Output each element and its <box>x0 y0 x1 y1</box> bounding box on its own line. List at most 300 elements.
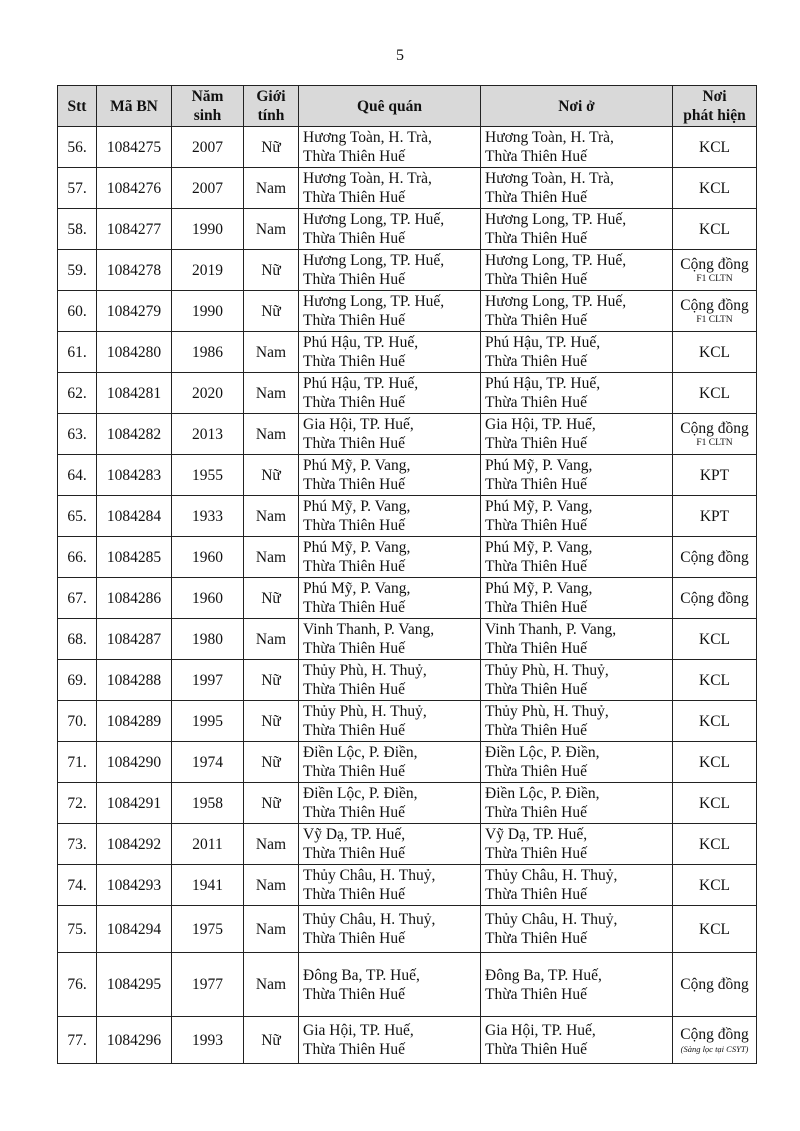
gioi-tinh-text: Nam <box>255 920 287 938</box>
noi-phat-hien-text: Cộng đồng <box>680 589 749 607</box>
ma-bn-text: 1084279 <box>106 302 162 320</box>
cell-stt <box>58 578 97 619</box>
noi-phat-hien-text: Cộng đồng <box>680 1026 749 1043</box>
que-quan-line1: Gia Hội, TP. Huế, <box>303 1022 414 1039</box>
gioi-tinh-text: Nam <box>255 630 287 648</box>
table-row <box>58 209 757 250</box>
nam-sinh-text: 1977 <box>192 976 223 993</box>
table-row <box>58 455 757 496</box>
cell-stt <box>58 906 97 953</box>
noi-o-line1: Điền Lộc, P. Điền, <box>485 785 600 802</box>
ma-bn-text: 1084289 <box>106 712 162 730</box>
cell-que-quan <box>299 578 481 619</box>
ma-bn-text: 1084275 <box>106 138 162 156</box>
ma-bn-text: 1084280 <box>106 343 162 361</box>
table-row <box>58 537 757 578</box>
cell-ma-bn <box>97 291 172 332</box>
cell-noi-o <box>481 373 673 414</box>
cell-stt <box>58 209 97 250</box>
cell-stt <box>58 865 97 906</box>
nam-sinh-text: 2019 <box>192 261 223 279</box>
noi-phat-hien-note: F1 CLTN <box>696 438 733 448</box>
nam-sinh-text: 1995 <box>192 712 223 730</box>
noi-o-line1: Gia Hội, TP. Huế, <box>485 416 596 433</box>
cell-que-quan <box>299 953 481 1017</box>
header-gioi-tinh-line2: tính <box>257 107 285 124</box>
noi-o-line1: Hương Long, TP. Huế, <box>485 211 627 228</box>
noi-o-line2: Thừa Thiên Huế <box>485 640 587 657</box>
nam-sinh-text: 1990 <box>192 302 223 320</box>
nam-sinh-text: 1993 <box>192 1031 223 1049</box>
cell-gioi-tinh <box>244 578 299 619</box>
cell-noi-phat-hien <box>673 414 757 455</box>
cell-nam-sinh <box>172 373 244 414</box>
ma-bn-text: 1084293 <box>106 876 162 894</box>
cell-gioi-tinh <box>244 701 299 742</box>
cell-stt <box>58 660 97 701</box>
noi-o-line1: Thủy Châu, H. Thuỷ, <box>485 867 618 884</box>
header-noi-o: Nơi ở <box>481 86 673 127</box>
stt-text: 57. <box>67 179 87 197</box>
cell-noi-o <box>481 414 673 455</box>
que-quan-line2: Thừa Thiên Huế <box>303 722 405 739</box>
cell-nam-sinh <box>172 953 244 1017</box>
cell-ma-bn <box>97 127 172 168</box>
noi-phat-hien-text: KPT <box>699 507 730 525</box>
que-quan-line2: Thừa Thiên Huế <box>303 1041 405 1058</box>
noi-phat-hien-note: F1 CLTN <box>696 315 733 325</box>
stt-text: 72. <box>67 794 87 812</box>
cell-noi-o <box>481 168 673 209</box>
noi-o-line2: Thừa Thiên Huế <box>485 845 587 862</box>
cell-ma-bn <box>97 209 172 250</box>
noi-phat-hien-note: (Sàng lọc tại CSYT) <box>680 1044 749 1054</box>
cell-gioi-tinh <box>244 414 299 455</box>
nam-sinh-text: 1941 <box>192 876 223 894</box>
cell-nam-sinh <box>172 209 244 250</box>
cell-que-quan <box>299 824 481 865</box>
cell-nam-sinh <box>172 127 244 168</box>
table-row <box>58 578 757 619</box>
stt-text: 56. <box>67 138 87 156</box>
cell-stt <box>58 455 97 496</box>
cell-stt <box>58 168 97 209</box>
cell-ma-bn <box>97 865 172 906</box>
header-nam-sinh-line2: sinh <box>193 107 222 124</box>
noi-phat-hien-text: KCL <box>699 753 730 771</box>
cell-que-quan <box>299 332 481 373</box>
cell-gioi-tinh <box>244 906 299 953</box>
noi-phat-hien-text: KCL <box>699 630 730 648</box>
table-row <box>58 332 757 373</box>
cell-gioi-tinh <box>244 373 299 414</box>
noi-o-line2: Thừa Thiên Huế <box>485 804 587 821</box>
cell-que-quan <box>299 127 481 168</box>
cell-gioi-tinh <box>244 1017 299 1064</box>
table-row <box>58 783 757 824</box>
gioi-tinh-text: Nữ <box>261 712 281 730</box>
cell-noi-o <box>481 537 673 578</box>
table-header <box>58 86 757 127</box>
gioi-tinh-text: Nam <box>255 876 287 894</box>
gioi-tinh-text: Nữ <box>261 794 281 812</box>
noi-phat-hien-text: KCL <box>699 138 730 156</box>
ma-bn-text: 1084288 <box>106 671 162 689</box>
header-nam-sinh <box>172 86 244 127</box>
que-quan-line1: Đông Ba, TP. Huế, <box>303 966 420 984</box>
cell-nam-sinh <box>172 1017 244 1064</box>
cell-stt <box>58 332 97 373</box>
noi-phat-hien-text: Cộng đồng <box>680 297 749 314</box>
gioi-tinh-text: Nữ <box>261 466 281 484</box>
que-quan-line2: Thừa Thiên Huế <box>303 558 405 575</box>
noi-o-line1: Hương Toàn, H. Trà, <box>485 129 614 146</box>
cell-noi-phat-hien <box>673 455 757 496</box>
cell-que-quan <box>299 701 481 742</box>
noi-o-line2: Thừa Thiên Huế <box>485 312 587 329</box>
cell-noi-o <box>481 865 673 906</box>
que-quan-line2: Thừa Thiên Huế <box>303 189 405 206</box>
patient-table <box>57 85 757 1064</box>
noi-o-line1: Đông Ba, TP. Huế, <box>485 966 602 984</box>
gioi-tinh-text: Nữ <box>261 671 281 689</box>
stt-text: 62. <box>67 384 87 402</box>
table-row <box>58 906 757 953</box>
noi-o-line2: Thừa Thiên Huế <box>485 148 587 165</box>
cell-noi-o <box>481 209 673 250</box>
table-row <box>58 250 757 291</box>
table-row <box>58 701 757 742</box>
que-quan-line2: Thừa Thiên Huế <box>303 763 405 780</box>
que-quan-line1: Hương Long, TP. Huế, <box>303 293 445 310</box>
cell-noi-phat-hien <box>673 537 757 578</box>
gioi-tinh-text: Nam <box>255 384 287 402</box>
cell-noi-o <box>481 496 673 537</box>
gioi-tinh-text: Nữ <box>261 138 281 156</box>
stt-text: 58. <box>67 220 87 238</box>
cell-nam-sinh <box>172 619 244 660</box>
stt-text: 63. <box>67 425 87 443</box>
que-quan-line2: Thừa Thiên Huế <box>303 312 405 329</box>
cell-noi-phat-hien <box>673 1017 757 1064</box>
noi-o-line2: Thừa Thiên Huế <box>485 230 587 247</box>
noi-o-line2: Thừa Thiên Huế <box>485 476 587 493</box>
noi-o-line2: Thừa Thiên Huế <box>485 681 587 698</box>
ma-bn-text: 1084277 <box>106 220 162 238</box>
cell-que-quan <box>299 455 481 496</box>
cell-que-quan <box>299 168 481 209</box>
que-quan-line1: Điền Lộc, P. Điền, <box>303 744 418 761</box>
que-quan-line1: Điền Lộc, P. Điền, <box>303 785 418 802</box>
header-noi-phat-hien-line1: Nơi <box>702 88 727 105</box>
ma-bn-text: 1084278 <box>106 261 162 279</box>
cell-que-quan <box>299 906 481 953</box>
gioi-tinh-text: Nữ <box>261 1031 281 1049</box>
stt-text: 61. <box>67 343 87 361</box>
que-quan-line1: Thủy Phù, H. Thuỷ, <box>303 662 427 679</box>
table-row <box>58 742 757 783</box>
cell-gioi-tinh <box>244 783 299 824</box>
stt-text: 73. <box>67 835 87 853</box>
gioi-tinh-text: Nam <box>255 343 287 361</box>
cell-que-quan <box>299 209 481 250</box>
table-row <box>58 168 757 209</box>
noi-o-line2: Thừa Thiên Huế <box>485 886 587 903</box>
cell-noi-phat-hien <box>673 906 757 953</box>
nam-sinh-text: 1974 <box>192 753 223 771</box>
noi-o-line1: Hương Toàn, H. Trà, <box>485 170 614 187</box>
cell-noi-o <box>481 1017 673 1064</box>
header-stt: Stt <box>58 86 97 127</box>
page-number: 5 <box>396 47 404 64</box>
cell-nam-sinh <box>172 332 244 373</box>
que-quan-line1: Phú Hậu, TP. Huế, <box>303 375 419 392</box>
cell-gioi-tinh <box>244 619 299 660</box>
cell-stt <box>58 496 97 537</box>
table-body <box>58 127 757 1064</box>
que-quan-line2: Thừa Thiên Huế <box>303 599 405 616</box>
cell-que-quan <box>299 537 481 578</box>
stt-text: 67. <box>67 589 87 607</box>
header-row <box>58 86 757 127</box>
ma-bn-text: 1084296 <box>106 1031 162 1049</box>
cell-que-quan <box>299 742 481 783</box>
que-quan-line2: Thừa Thiên Huế <box>303 930 405 947</box>
nam-sinh-text: 1975 <box>192 920 223 938</box>
gioi-tinh-text: Nam <box>255 835 287 853</box>
que-quan-line2: Thừa Thiên Huế <box>303 845 405 862</box>
gioi-tinh-text: Nam <box>255 548 287 566</box>
ma-bn-text: 1084282 <box>106 425 162 443</box>
cell-noi-phat-hien <box>673 701 757 742</box>
noi-o-line2: Thừa Thiên Huế <box>485 394 587 411</box>
gioi-tinh-text: Nữ <box>261 261 281 279</box>
cell-ma-bn <box>97 953 172 1017</box>
que-quan-line1: Phú Mỹ, P. Vang, <box>303 457 411 474</box>
nam-sinh-text: 2011 <box>192 835 223 853</box>
cell-noi-phat-hien <box>673 496 757 537</box>
noi-o-line2: Thừa Thiên Huế <box>485 517 587 534</box>
table-row <box>58 1017 757 1064</box>
cell-gioi-tinh <box>244 127 299 168</box>
cell-gioi-tinh <box>244 209 299 250</box>
que-quan-line2: Thừa Thiên Huế <box>303 886 405 903</box>
cell-ma-bn <box>97 250 172 291</box>
cell-ma-bn <box>97 332 172 373</box>
que-quan-line1: Hương Long, TP. Huế, <box>303 252 445 269</box>
noi-o-line2: Thừa Thiên Huế <box>485 558 587 575</box>
cell-noi-o <box>481 332 673 373</box>
table-row <box>58 127 757 168</box>
noi-phat-hien-text: KCL <box>699 712 730 730</box>
stt-text: 64. <box>67 466 87 484</box>
noi-o-line1: Thủy Phù, H. Thuỷ, <box>485 662 609 679</box>
header-gioi-tinh <box>244 86 299 127</box>
noi-o-line1: Phú Mỹ, P. Vang, <box>485 498 593 515</box>
que-quan-line2: Thừa Thiên Huế <box>303 640 405 657</box>
cell-ma-bn <box>97 660 172 701</box>
que-quan-line1: Phú Mỹ, P. Vang, <box>303 498 411 515</box>
noi-phat-hien-text: Cộng đồng <box>680 976 749 993</box>
cell-gioi-tinh <box>244 660 299 701</box>
gioi-tinh-text: Nam <box>255 179 287 197</box>
que-quan-line1: Vinh Thanh, P. Vang, <box>303 621 435 638</box>
cell-nam-sinh <box>172 291 244 332</box>
cell-noi-phat-hien <box>673 783 757 824</box>
cell-gioi-tinh <box>244 953 299 1017</box>
que-quan-line1: Hương Toàn, H. Trà, <box>303 170 432 187</box>
noi-phat-hien-text: KCL <box>699 876 730 894</box>
stt-text: 60. <box>67 302 87 320</box>
ma-bn-text: 1084295 <box>106 976 162 993</box>
ma-bn-text: 1084283 <box>106 466 162 484</box>
stt-text: 59. <box>67 261 87 279</box>
cell-ma-bn <box>97 619 172 660</box>
cell-gioi-tinh <box>244 742 299 783</box>
cell-nam-sinh <box>172 455 244 496</box>
cell-ma-bn <box>97 414 172 455</box>
cell-stt <box>58 537 97 578</box>
noi-o-line1: Vinh Thanh, P. Vang, <box>485 621 617 638</box>
nam-sinh-text: 1997 <box>192 671 223 689</box>
cell-ma-bn <box>97 824 172 865</box>
cell-noi-phat-hien <box>673 953 757 1017</box>
cell-ma-bn <box>97 373 172 414</box>
gioi-tinh-text: Nữ <box>261 302 281 320</box>
cell-ma-bn <box>97 578 172 619</box>
que-quan-line2: Thừa Thiên Huế <box>303 353 405 370</box>
noi-o-line1: Phú Mỹ, P. Vang, <box>485 580 593 597</box>
header-gioi-tinh-line1: Giới <box>256 88 286 105</box>
table-row <box>58 953 757 1017</box>
cell-stt <box>58 701 97 742</box>
cell-que-quan <box>299 414 481 455</box>
cell-gioi-tinh <box>244 496 299 537</box>
cell-que-quan <box>299 619 481 660</box>
cell-ma-bn <box>97 1017 172 1064</box>
cell-nam-sinh <box>172 865 244 906</box>
stt-text: 71. <box>67 753 87 771</box>
header-ma-bn: Mã BN <box>97 86 172 127</box>
stt-text: 74. <box>67 876 87 894</box>
cell-gioi-tinh <box>244 537 299 578</box>
que-quan-line2: Thừa Thiên Huế <box>303 435 405 452</box>
noi-o-line2: Thừa Thiên Huế <box>485 722 587 739</box>
cell-noi-phat-hien <box>673 373 757 414</box>
stt-text: 75. <box>67 920 87 938</box>
table-row <box>58 373 757 414</box>
cell-noi-o <box>481 953 673 1017</box>
ma-bn-text: 1084291 <box>106 794 162 812</box>
table-row <box>58 660 757 701</box>
cell-noi-phat-hien <box>673 168 757 209</box>
noi-o-line1: Hương Long, TP. Huế, <box>485 293 627 310</box>
stt-text: 69. <box>67 671 87 689</box>
header-noi-phat-hien <box>673 86 757 127</box>
cell-nam-sinh <box>172 701 244 742</box>
noi-phat-hien-text: KPT <box>699 466 730 484</box>
noi-o-line1: Thủy Châu, H. Thuỷ, <box>485 911 618 928</box>
cell-stt <box>58 953 97 1017</box>
noi-phat-hien-text: KCL <box>699 343 730 361</box>
noi-phat-hien-text: KCL <box>699 671 730 689</box>
noi-o-line2: Thừa Thiên Huế <box>485 985 587 1003</box>
noi-phat-hien-text: Cộng đồng <box>680 548 749 566</box>
cell-ma-bn <box>97 742 172 783</box>
table-row <box>58 291 757 332</box>
noi-o-line2: Thừa Thiên Huế <box>485 353 587 370</box>
nam-sinh-text: 2007 <box>192 179 223 197</box>
nam-sinh-text: 1933 <box>192 507 223 525</box>
cell-nam-sinh <box>172 742 244 783</box>
que-quan-line1: Vỹ Dạ, TP. Huế, <box>303 826 406 843</box>
que-quan-line1: Thủy Phù, H. Thuỷ, <box>303 703 427 720</box>
table-row <box>58 414 757 455</box>
ma-bn-text: 1084281 <box>106 384 162 402</box>
que-quan-line1: Thủy Châu, H. Thuỷ, <box>303 911 436 928</box>
cell-que-quan <box>299 373 481 414</box>
cell-stt <box>58 1017 97 1064</box>
cell-noi-o <box>481 455 673 496</box>
cell-noi-phat-hien <box>673 619 757 660</box>
cell-stt <box>58 291 97 332</box>
cell-que-quan <box>299 865 481 906</box>
cell-que-quan <box>299 496 481 537</box>
que-quan-line1: Hương Long, TP. Huế, <box>303 211 445 228</box>
gioi-tinh-text: Nam <box>255 220 287 238</box>
nam-sinh-text: 2013 <box>192 425 223 443</box>
table-row <box>58 824 757 865</box>
cell-stt <box>58 824 97 865</box>
ma-bn-text: 1084290 <box>106 753 162 771</box>
noi-phat-hien-text: Cộng đồng <box>680 420 749 437</box>
cell-noi-phat-hien <box>673 742 757 783</box>
nam-sinh-text: 2007 <box>192 138 223 156</box>
ma-bn-text: 1084286 <box>106 589 162 607</box>
header-que-quan: Quê quán <box>299 86 481 127</box>
noi-phat-hien-note: F1 CLTN <box>696 274 733 284</box>
noi-o-line2: Thừa Thiên Huế <box>485 763 587 780</box>
noi-o-line1: Thủy Phù, H. Thuỷ, <box>485 703 609 720</box>
ma-bn-text: 1084285 <box>106 548 162 566</box>
cell-nam-sinh <box>172 578 244 619</box>
cell-noi-o <box>481 783 673 824</box>
cell-stt <box>58 250 97 291</box>
stt-text: 66. <box>67 548 87 566</box>
cell-noi-phat-hien <box>673 578 757 619</box>
cell-stt <box>58 783 97 824</box>
table-row <box>58 496 757 537</box>
cell-nam-sinh <box>172 660 244 701</box>
nam-sinh-text: 1986 <box>192 343 223 361</box>
nam-sinh-text: 1960 <box>192 548 223 566</box>
gioi-tinh-text: Nữ <box>261 589 281 607</box>
noi-o-line1: Hương Long, TP. Huế, <box>485 252 627 269</box>
cell-ma-bn <box>97 455 172 496</box>
que-quan-line1: Hương Toàn, H. Trà, <box>303 129 432 146</box>
cell-nam-sinh <box>172 537 244 578</box>
noi-phat-hien-text: KCL <box>699 220 730 238</box>
cell-nam-sinh <box>172 783 244 824</box>
noi-phat-hien-text: KCL <box>699 794 730 812</box>
gioi-tinh-text: Nam <box>255 976 287 993</box>
ma-bn-text: 1084292 <box>106 835 162 853</box>
noi-phat-hien-text: Cộng đồng <box>680 256 749 273</box>
noi-o-line2: Thừa Thiên Huế <box>485 1041 587 1058</box>
cell-que-quan <box>299 250 481 291</box>
cell-nam-sinh <box>172 250 244 291</box>
que-quan-line2: Thừa Thiên Huế <box>303 271 405 288</box>
